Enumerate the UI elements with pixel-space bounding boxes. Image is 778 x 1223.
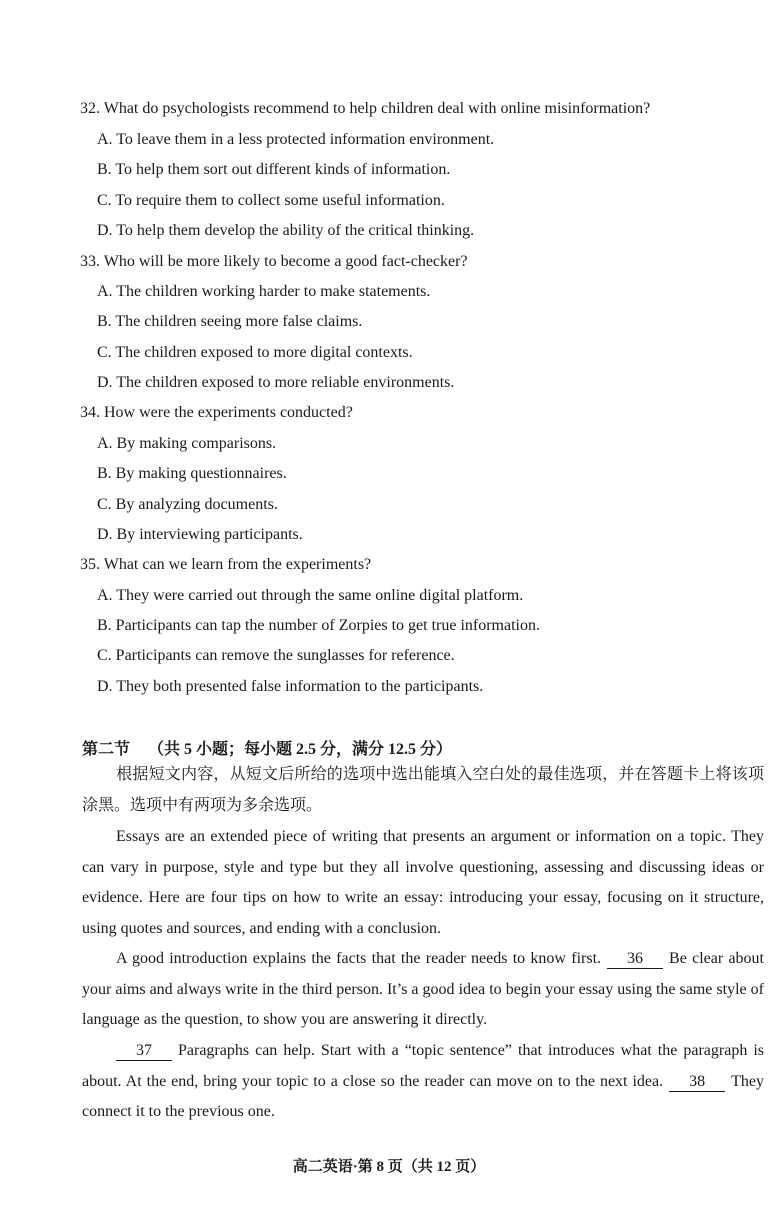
passage-paragraph-2 [82, 944, 764, 1036]
section-2-title-detail: （共 5 小题；每小题 2.5 分，满分 12.5 分） [148, 741, 453, 758]
question-33-option-a: A. The children working harder to make statements. [97, 283, 431, 300]
passage-paragraph-1 [82, 822, 764, 944]
question-32-stem: 32. What do psychologists recommend to help children deal with online misinformation? [80, 100, 651, 117]
question-33-option-c: C. The children exposed to more digital contexts. [97, 344, 413, 361]
question-34-option-c: C. By analyzing documents. [97, 496, 278, 513]
question-34-option-d: D. By interviewing participants. [97, 526, 303, 543]
paragraph-2-text-after: Be clear about your aims and always write in the third person. It’s a good idea to begin your essay using the same style of language as the question, to show you are answering it directly. [82, 950, 764, 1028]
question-34-option-a: A. By making comparisons. [97, 435, 277, 452]
blank-38[interactable]: 38 [669, 1073, 725, 1092]
section-2-title [82, 736, 452, 759]
blank-36[interactable]: 36 [607, 950, 663, 969]
blank-37[interactable]: 37 [116, 1042, 172, 1061]
paragraph-2-text-before: A good introduction explains the facts that the reader needs to know first. [116, 950, 602, 967]
instruction-text: 根据短文内容，从短文后所给的选项中选出能填入空白处的最佳选项，并在答题卡上将该项涂黑。选项中有两项为多余选项。 [82, 766, 764, 814]
paragraph-3-text-after: They connect it to the previous one. [82, 1072, 764, 1120]
passage-paragraph-3 [82, 1036, 764, 1128]
question-32-option-b: B. To help them sort out different kinds of information. [97, 161, 451, 178]
page-footer: 高二英语·第 8 页（共 12 页） [292, 1159, 486, 1175]
question-34-stem: 34. How were the experiments conducted? [80, 404, 353, 421]
question-35-option-d: D. They both presented false information to the participants. [97, 678, 484, 695]
question-32-option-d: D. To help them develop the ability of the critical thinking. [97, 222, 475, 239]
question-33-stem: 33. Who will be more likely to become a good fact-checker? [80, 253, 468, 270]
question-35-option-a: A. They were carried out through the same online digital platform. [97, 587, 524, 604]
paragraph-1-text: Essays are an extended piece of writing that presents an argument or information on a topic. They can vary in purpose, style and type but they all involve questioning, assessing and discussing ideas or evidence. Here are four tips on how to write an essay: introducing your essay, focusing on it structure, using quotes and sources, and ending with a conclusion. [82, 828, 764, 937]
question-32-option-a: A. To leave them in a less protected information environment. [97, 131, 495, 148]
paragraph-3-text: Paragraphs can help. Start with a “topic sentence” that introduces what the paragraph is about. At the end, bring your topic to a close so the reader can move on to the next idea. [82, 1042, 764, 1090]
question-35-option-b: B. Participants can tap the number of Zorpies to get true information. [97, 617, 540, 634]
section-2-title-main: 第二节 [82, 741, 131, 758]
question-35-stem: 35. What can we learn from the experiments? [80, 556, 372, 573]
question-35-option-c: C. Participants can remove the sunglasses for reference. [97, 647, 455, 664]
question-32-option-c: C. To require them to collect some useful information. [97, 192, 445, 209]
question-34-option-b: B. By making questionnaires. [97, 465, 287, 482]
question-33-option-d: D. The children exposed to more reliable environments. [97, 374, 455, 391]
section-2-instruction [82, 760, 764, 821]
question-33-option-b: B. The children seeing more false claims. [97, 313, 363, 330]
